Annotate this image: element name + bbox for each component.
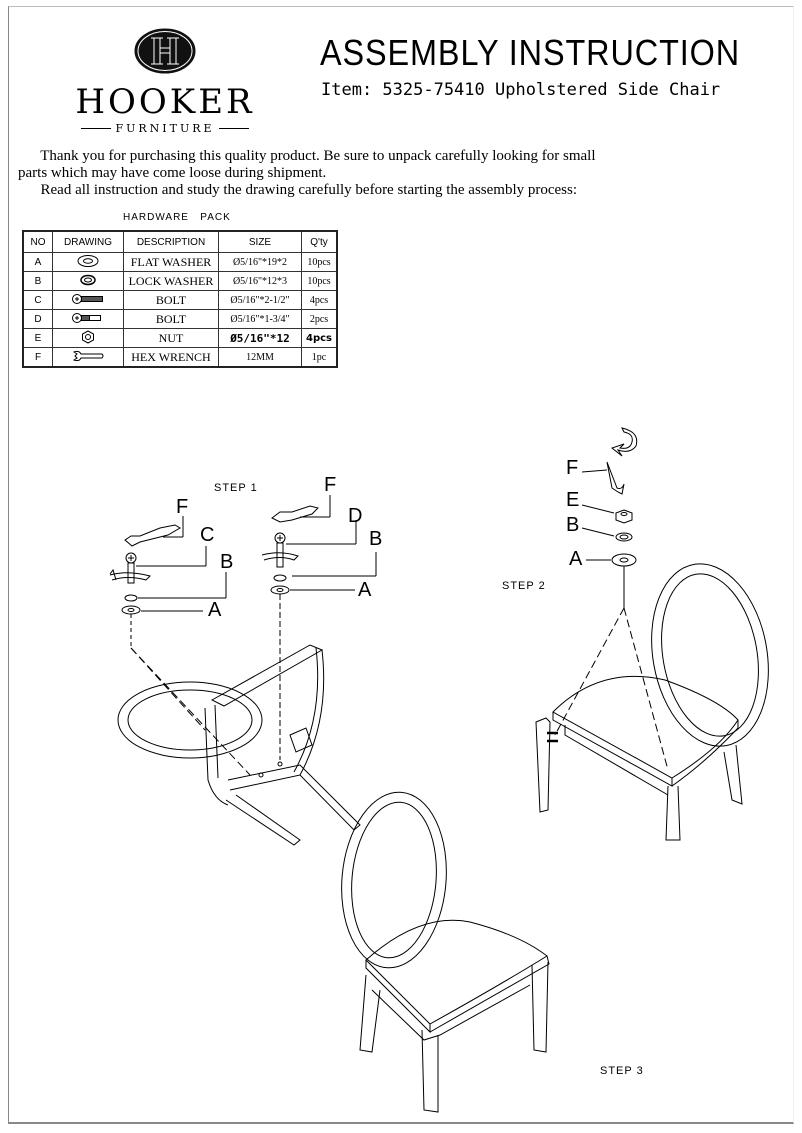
row-qty: 1pc <box>302 348 338 368</box>
step2-chair-icon <box>536 554 782 840</box>
row-description: LOCK WASHER <box>124 272 219 291</box>
brand-name: HOOKER <box>75 82 255 122</box>
row-description: BOLT <box>124 310 219 329</box>
col-description: DESCRIPTION <box>124 231 219 253</box>
callout-a: A <box>569 548 583 570</box>
step1-chair-frame-icon <box>118 645 360 845</box>
callout-a: A <box>358 579 372 601</box>
step2-label: STEP 2 <box>502 580 546 592</box>
col-size: SIZE <box>219 231 302 253</box>
row-qty: 2pcs <box>302 310 338 329</box>
col-no: NO <box>23 231 53 253</box>
row-size: Ø5/16"*12*3 <box>219 272 302 291</box>
callout-f: F <box>324 474 337 496</box>
callout-d: D <box>348 505 363 527</box>
row-no: D <box>23 310 53 329</box>
step3-label: STEP 3 <box>600 1065 644 1077</box>
row-description: BOLT <box>124 291 219 310</box>
row-size: Ø5/16"*19*2 <box>219 253 302 272</box>
callout-e: E <box>566 489 580 511</box>
callout-b: B <box>369 528 383 550</box>
intro-line-3: Read all instruction and study the drawing carefully before starting the assembly process: <box>18 182 578 198</box>
step3-chair-icon <box>335 788 549 1112</box>
row-description: FLAT WASHER <box>124 253 219 272</box>
row-no: A <box>23 253 53 272</box>
step1-right-hardware-icon <box>262 495 376 760</box>
callout-f: F <box>176 496 189 518</box>
callout-a: A <box>208 599 222 621</box>
row-qty: 4pcs <box>302 291 338 310</box>
callout-f: F <box>566 457 579 479</box>
row-size: Ø5/16"*1-3/4" <box>219 310 302 329</box>
callout-c: C <box>200 524 215 546</box>
intro-line-2: parts which may have come loose during shipment. <box>18 165 327 181</box>
row-no: C <box>23 291 53 310</box>
row-no: F <box>23 348 53 368</box>
row-qty: 4pcs <box>302 329 338 348</box>
item-subtitle: Item: 5325-75410 Upholstered Side Chair <box>321 80 721 100</box>
row-size: Ø5/16"*12 <box>219 329 302 348</box>
row-no: E <box>23 329 53 348</box>
hardware-pack-caption: HARDWARE PACK <box>123 212 231 223</box>
step2-hardware-icon <box>582 428 637 608</box>
page-title: ASSEMBLY INSTRUCTION <box>320 32 741 73</box>
callout-b: B <box>220 551 234 573</box>
row-size: 12MM <box>219 348 302 368</box>
row-size: Ø5/16"*2-1/2" <box>219 291 302 310</box>
step1-label: STEP 1 <box>214 482 258 494</box>
callout-b: B <box>566 514 580 536</box>
intro-line-1: Thank you for purchasing this quality product. Be sure to unpack carefully looking for small <box>18 148 596 164</box>
row-no: B <box>23 272 53 291</box>
col-drawing: DRAWING <box>53 231 124 253</box>
brand-sub-text: FURNITURE <box>115 122 215 135</box>
row-qty: 10pcs <box>302 253 338 272</box>
row-description: NUT <box>124 329 219 348</box>
row-description: HEX WRENCH <box>124 348 219 368</box>
col-qty: Q'ty <box>302 231 338 253</box>
row-qty: 10pcs <box>302 272 338 291</box>
